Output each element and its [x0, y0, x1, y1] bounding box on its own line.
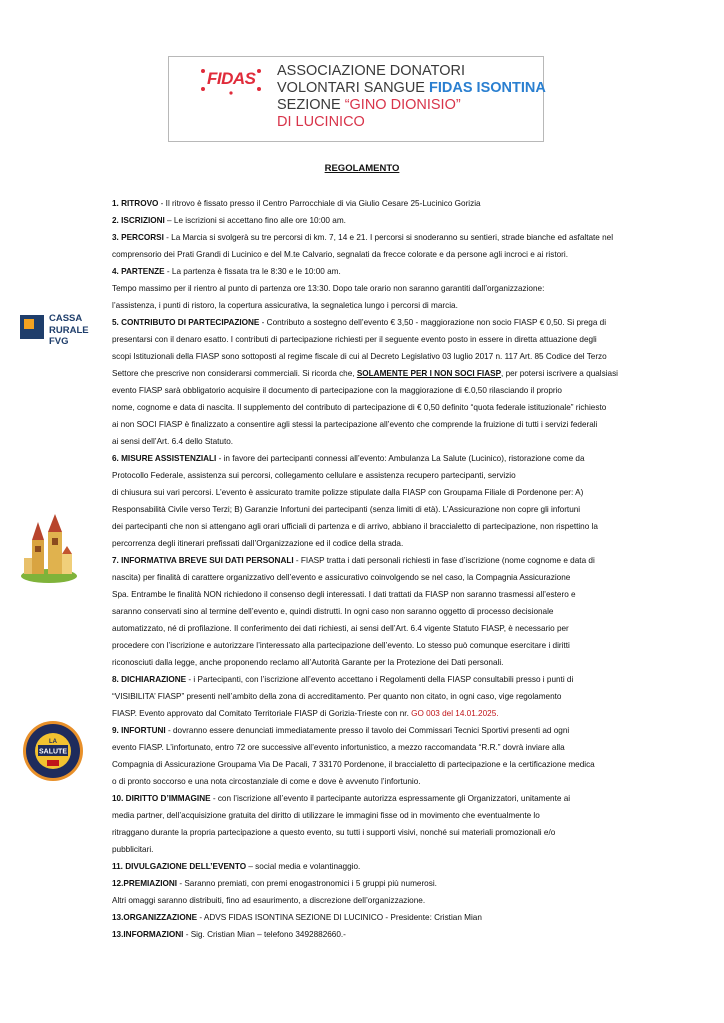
regulation-line: [112, 824, 717, 841]
section-heading: 7. INFORMATIVA BREVE SUI DATI PERSONALI: [112, 556, 294, 565]
regulation-line: [112, 841, 717, 858]
regulation-line: [112, 314, 717, 331]
regulation-line: [112, 348, 717, 365]
line-text: – social media e volantinaggio.: [246, 862, 361, 871]
line-text: FIASP. Evento approvato dal Comitato Territoriale FIASP di Gorizia-Trieste con nr.: [112, 709, 412, 718]
regulation-line: [112, 195, 717, 212]
line-text: procedere con l’iscrizione e autorizzare l’interessato alla partecipazione dell’evento. Lo stesso può comunque esercitare i diritti: [112, 641, 570, 650]
fidas-logo-text: FIDAS: [207, 69, 256, 88]
regulation-line: [112, 722, 717, 739]
regulation-line: [112, 671, 717, 688]
section-heading: 4. PARTENZE: [112, 267, 165, 276]
line-text: - FIASP tratta i dati personali richiesti in fase d’iscrizione (nome cognome e data di: [293, 556, 595, 565]
line-text: - Contributo a sostegno dell’evento € 3,50 - maggiorazione non socio FIASP € 0,50. Si prega di: [259, 318, 607, 327]
regulation-line: [112, 926, 717, 943]
line-text: Tempo massimo per il rientro al punto di partenza ore 13:30. Dopo tale orario non saranno garantiti dall’organizzazione:: [112, 284, 545, 293]
regulation-line: [112, 518, 717, 535]
regulation-body: [112, 195, 717, 943]
regulation-line: [112, 229, 717, 246]
line-text: - in favore dei partecipanti connessi all’evento: Ambulanza La Salute (Lucinico), ristorazione come da: [216, 454, 585, 463]
regulation-line: [112, 705, 717, 722]
fidas-logo: [199, 65, 263, 95]
village-towers-icon: [18, 510, 80, 585]
line-text: Responsabilità Civile verso Terzi; B) Garanzie Infortuni dei partecipanti (senza limiti di età). L’Assicurazione non copre gli infortuni: [112, 505, 581, 514]
line-text: presentarsi con il denaro esatto. I contributi di partecipazione richiesti per il seguente evento posto in essere in diretta attuazione degli: [112, 335, 597, 344]
header-line-4: DI LUCINICO: [277, 114, 365, 130]
section-heading: 8. DICHIARAZIONE: [112, 675, 187, 684]
regulation-line: [112, 280, 717, 297]
section-heading: 11. DIVULGAZIONE DELL’EVENTO: [112, 862, 247, 871]
regulation-line: [112, 416, 717, 433]
line-text: l’assistenza, i punti di ristoro, la copertura assicurativa, la segnaletica lungo i percorsi di marcia.: [112, 301, 458, 310]
line-text: Settore che prescrive non considerarsi commerciali. Si ricorda che,: [112, 369, 357, 378]
line-text: pubblicitari.: [112, 845, 154, 854]
line-text: riconosciuti dalla legge, anche proponendo reclamo all’Autorità Garante per la Protezione dei Dati personali.: [112, 658, 504, 667]
regulation-line: [112, 212, 717, 229]
regulation-line: [112, 790, 717, 807]
line-text: ai sensi dell’Art. 6.4 dello Statuto.: [112, 437, 234, 446]
regulation-line: [112, 501, 717, 518]
line-text: evento FIASP sarà obbligatorio acquisire il documento di partecipazione con la maggiorazione di €.0,50 rilasciando il proprio: [112, 386, 562, 395]
section-heading: 12.PREMIAZIONI: [112, 879, 178, 888]
header-line-3: SEZIONE “GINO DIONISIO”: [277, 97, 461, 113]
regulation-line: [112, 892, 717, 909]
fidas-header-logo: [168, 56, 544, 142]
section-heading: 13.INFORMAZIONI: [112, 930, 184, 939]
line-text: - dovranno essere denunciati immediatamente presso il tavolo dei Commissari Tecnici Sportivi presenti ad ogni: [165, 726, 570, 735]
regulation-line: [112, 467, 717, 484]
line-text: - Saranno premiati, con premi enogastronomici i 5 gruppi più numerosi.: [177, 879, 437, 888]
regulation-line: [112, 756, 717, 773]
regulation-line: [112, 399, 717, 416]
regulation-line: [112, 807, 717, 824]
line-text: Protocollo Federale, assistenza sui percorsi, collegamento cellulare e assistenza recupero partecipanti, servizio: [112, 471, 516, 480]
regulation-line: [112, 433, 717, 450]
regulation-line: [112, 263, 717, 280]
regulation-line: [112, 773, 717, 790]
header-association-name: [277, 63, 546, 131]
line-text: saranno conservati sino al termine dell’evento e, quindi distrutti. In ogni caso non saranno oggetto di processo decisionale: [112, 607, 554, 616]
section-heading: 1. RITROVO: [112, 199, 159, 208]
line-text: scopi Istituzionali della FIASP sono sottoposti al regime fiscale di cui al Decreto Legislativo 03 luglio 2017 n. 117 Art. 85 Codice del Terzo: [112, 352, 607, 361]
line-text: Altri omaggi saranno distribuiti, fino ad esaurimento, a discrezione dell’organizzazione.: [112, 896, 426, 905]
line-text: - La partenza è fissata tra le 8:30 e le 10:00 am.: [164, 267, 341, 276]
approval-number: GO 003 del 14.01.2025.: [411, 709, 499, 718]
line-text: percorrenza degli itinerari prefissati dall’Organizzazione ed il codice della strada.: [112, 539, 404, 548]
regulation-line: [112, 450, 717, 467]
section-heading: 2. ISCRIZIONI: [112, 216, 165, 225]
regulation-line: [112, 535, 717, 552]
line-text: - Sig. Cristian Mian – telefono 3492882660.-: [183, 930, 346, 939]
header-line-1: ASSOCIAZIONE DONATORI: [277, 63, 465, 79]
line-text: automatizzato, né di profilazione. Il conferimento dei dati richiesti, ai sensi dell’Art. 6.4 vigente Statuto FIASP, è necessario per: [112, 624, 569, 633]
section-heading: 3. PERCORSI: [112, 233, 164, 242]
line-text: – Le iscrizioni si accettano fino alle ore 10:00 am.: [164, 216, 346, 225]
regulation-line: [112, 654, 717, 671]
line-text: - i Partecipanti, con l’iscrizione all’evento accettano i Regolamenti della FIASP consultabili presso i punti di: [186, 675, 574, 684]
line-text: nome, cognome e data di nascita. Il supplemento del contributo di partecipazione di € 0,50 definito “quota federale istituzionale” richiesto: [112, 403, 607, 412]
line-text: di chiusura sui vari percorsi. L’evento è assicurato tramite polizze stipulate dalla FIASP con Groupama Filiale di Pordenone per: A): [112, 488, 584, 497]
line-text: Spa. Entrambe le finalità NON richiedono il consenso degli interessati. I dati trattati da FIASP non saranno trasmessi all’estero e: [112, 590, 576, 599]
regulation-line: [112, 858, 717, 875]
section-heading: 10. DIRITTO D’IMMAGINE: [112, 794, 211, 803]
svg-text:LA: LA: [49, 739, 57, 745]
line-text: dei partecipanti che non si attengano agli orari ufficiali di partenza e di arrivo, abbiano il braccialetto di partecipazione, non rispettino la: [112, 522, 598, 531]
regulation-line: [112, 586, 717, 603]
regulation-line: [112, 246, 717, 263]
section-heading: 5. CONTRIBUTO DI PARTECIPAZIONE: [112, 318, 260, 327]
section-heading: 13.ORGANIZZAZIONE: [112, 913, 198, 922]
regulation-line: [112, 875, 717, 892]
regulation-line: [112, 637, 717, 654]
line-text: comprensorio dei Prati Grandi di Lucinico e del M.te Calvario, segnalati da frecce colorate e da persone agli incroci e ai ristori.: [112, 250, 568, 259]
regulation-line: [112, 620, 717, 637]
cassa-square-icon: [20, 315, 44, 339]
line-text: evento FIASP. L’infortunato, entro 72 ore successive all’evento infortunistico, a mezzo raccomandata “R.R.” dovrà inviare alla: [112, 743, 565, 752]
regulation-line: [112, 484, 717, 501]
section-heading: 9. INFORTUNI: [112, 726, 166, 735]
la-salute-badge-icon: [22, 720, 84, 782]
line-text: ai non SOCI FIASP è finalizzato a consentire agli stessi la partecipazione all’evento che comprende la fruizione di tutti i servizi federali: [112, 420, 598, 429]
regulation-line: [112, 688, 717, 705]
line-text: nascita) per finalità di carattere organizzativo dell’evento e assicurativo coinvolgendo se nel caso, la Compagnia Assicurazione: [112, 573, 571, 582]
line-text: - La Marcia si svolgerà su tre percorsi di km. 7, 14 e 21. I percorsi si snoderanno su sentieri, strade bianche ed asfaltate nel: [163, 233, 614, 242]
line-text: Compagnia di Assicurazione Groupama Via De Pacali, 7 33170 Pordenone, il braccialetto di partecipazione e la certificazione medica: [112, 760, 595, 769]
line-text: - Il ritrovo è fissato presso il Centro Parrocchiale di via Giulio Cesare 25-Lucinico Gorizia: [158, 199, 481, 208]
line-text: ritraggano durante la propria partecipazione a questo evento, su tutti i supporti visivi, nonché sui materiali promozionali e/o: [112, 828, 556, 837]
regulation-line: [112, 739, 717, 756]
page-title: REGOLAMENTO: [324, 163, 400, 174]
regulation-line: [112, 382, 717, 399]
line-text: - con l’iscrizione all’evento il partecipante autorizza espressamente gli Organizzatori, unitamente ai: [210, 794, 571, 803]
cassa-rurale-logo: CASSA RURALE FVG: [20, 313, 100, 357]
regulation-line: [112, 297, 717, 314]
header-line-2: VOLONTARI SANGUE FIDAS ISONTINA: [277, 80, 546, 96]
regulation-line: [112, 909, 717, 926]
regulation-line: [112, 365, 717, 382]
section-heading: 6. MISURE ASSISTENZIALI: [112, 454, 217, 463]
line-text: media partner, dell’acquisizione gratuita del diritto di utilizzare le immagini fisse od in movimento che eventualmente lo: [112, 811, 540, 820]
line-text: “VISIBILITA’ FIASP” presenti nell’ambito della zona di accreditamento. Per quanto non citato, in ogni caso, vige regolamento: [112, 692, 562, 701]
regulation-line: [112, 331, 717, 348]
regulation-line: [112, 552, 717, 569]
regulation-line: [112, 603, 717, 620]
line-text: , per potersi iscrivere a qualsiasi: [501, 369, 618, 378]
underlined-text: SOLAMENTE PER I NON SOCI FIASP: [356, 369, 502, 378]
line-text: o di pronto soccorso e una nota circostanziale di come e dove è avvenuto l’infortunio.: [112, 777, 421, 786]
regulation-line: [112, 569, 717, 586]
svg-text:SALUTE: SALUTE: [39, 748, 67, 756]
line-text: - ADVS FIDAS ISONTINA SEZIONE DI LUCINICO - Presidente: Cristian Mian: [197, 913, 482, 922]
